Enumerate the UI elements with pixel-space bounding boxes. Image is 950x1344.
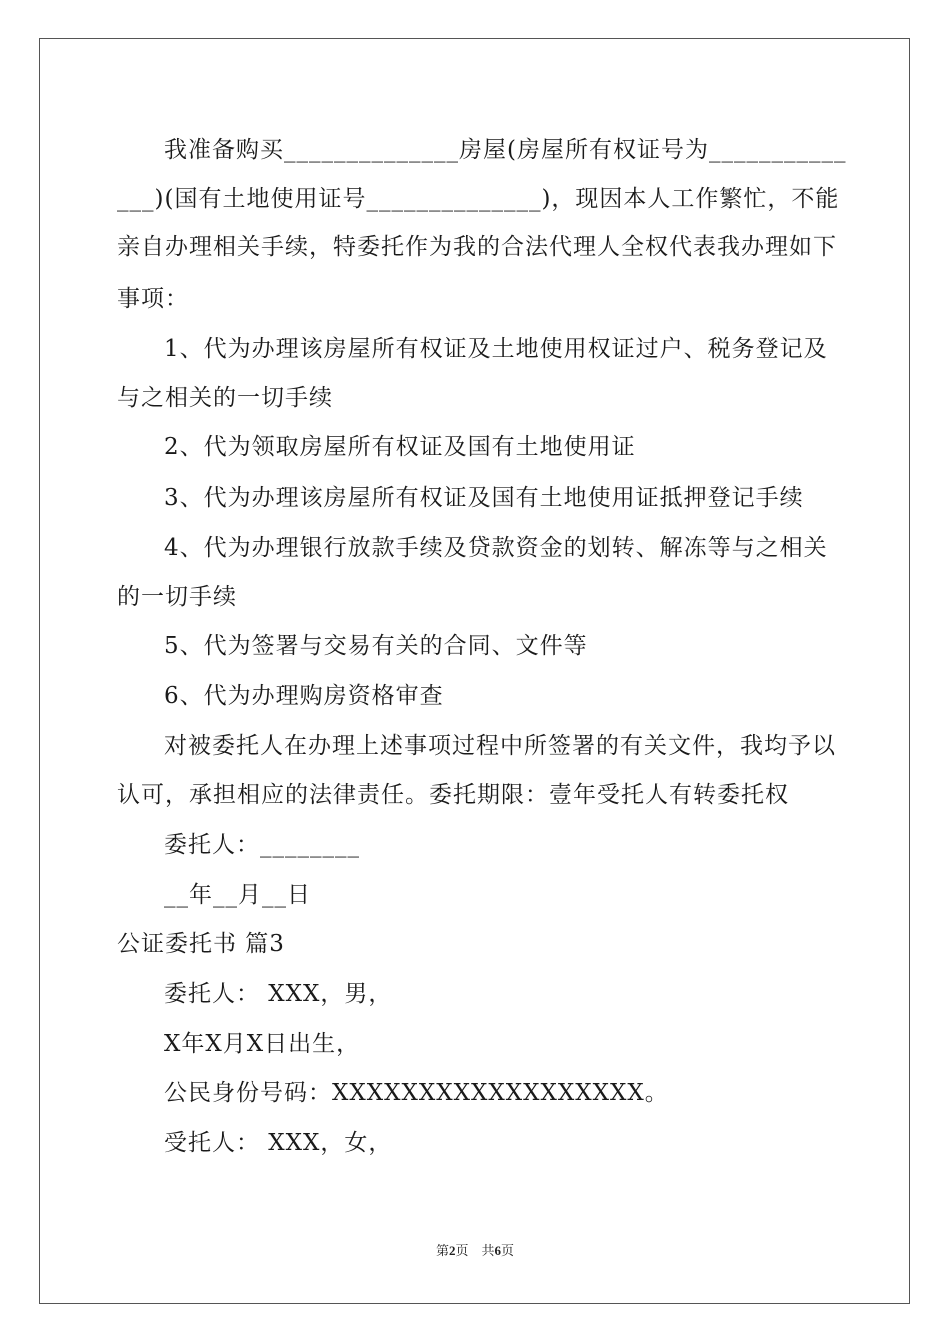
text-line: 我准备购买______________房屋(房屋所有权证号为___________ (164, 137, 847, 163)
text-line: 对被委托人在办理上述事项过程中所签署的有关文件，我均予以 (164, 733, 836, 759)
text-line: 1、代为办理该房屋所有权证及土地使用权证过户、税务登记及 (164, 336, 828, 362)
text-line: 6、代为办理购房资格审查 (164, 683, 444, 709)
section-heading: 公证委托书 篇3 (117, 931, 285, 957)
text-line: 4、代为办理银行放款手续及贷款资金的划转、解冻等与之相关 (164, 535, 828, 561)
text-line: 亲自办理相关手续，特委托作为我的合法代理人全权代表我办理如下 (117, 234, 837, 260)
text-line: 2、代为领取房屋所有权证及国有土地使用证 (164, 434, 636, 460)
total-pages-number: 6 (494, 1243, 501, 1258)
page-footer (0, 1240, 950, 1259)
current-page-number: 2 (448, 1243, 456, 1258)
text-line: ___)(国有土地使用证号______________)，现因本人工作繁忙，不能 (117, 186, 840, 212)
text-line: 3、代为办理该房屋所有权证及国有土地使用证抵押登记手续 (164, 485, 804, 511)
text-line: 5、代为签署与交易有关的合同、文件等 (164, 633, 588, 659)
text-line: 与之相关的一切手续 (117, 385, 333, 411)
text-line: 委托人：________ (164, 832, 360, 858)
text-line: 的一切手续 (117, 584, 237, 610)
text-line: __年__月__日 (164, 882, 311, 908)
text-line: 委托人： XXX，男， (164, 981, 393, 1007)
footer-middle: 页 共 (455, 1243, 495, 1258)
text-line: X年X月X日出生， (164, 1031, 361, 1057)
text-line: 认可，承担相应的法律责任。委托期限：壹年受托人有转委托权 (117, 782, 789, 808)
text-line: 受托人： XXX，女， (164, 1130, 393, 1156)
footer-suffix: 页 (501, 1243, 515, 1258)
text-line: 公民身份号码：XXXXXXXXXXXXXXXXXX。 (164, 1080, 669, 1106)
footer-prefix: 第 (435, 1243, 449, 1258)
text-line: 事项： (117, 286, 189, 312)
